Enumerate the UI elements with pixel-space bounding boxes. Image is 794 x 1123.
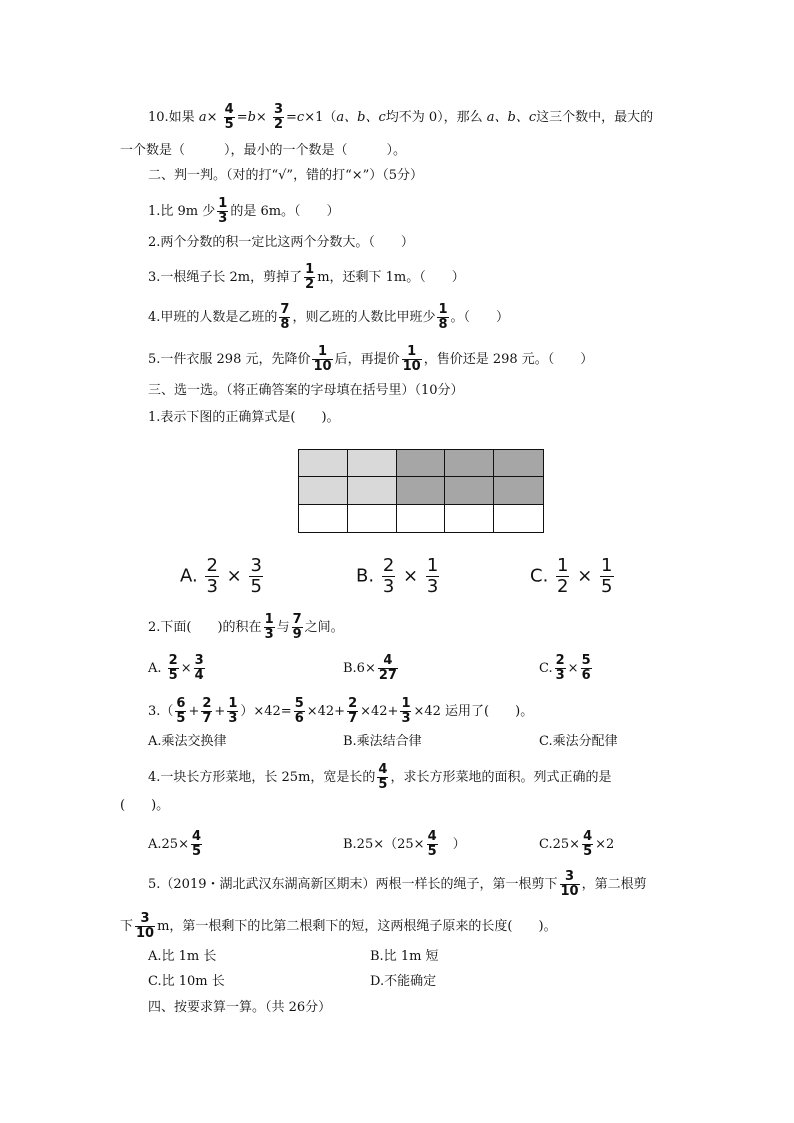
q10-text: 均不为 0），那么 xyxy=(385,110,483,125)
q3-option-c: C.乘法分配律 xyxy=(539,734,618,749)
choice-q1: 1.表示下图的正确算式是( )。 xyxy=(148,410,340,425)
q-text: 4.一块长方形菜地，长 25m，宽是长的 xyxy=(148,770,376,785)
q10-text: 这三个数中，最大的 xyxy=(536,110,654,125)
plus-sign: + xyxy=(188,704,200,719)
var-b: b xyxy=(247,110,256,125)
grid-cell xyxy=(397,505,446,532)
grid-cell xyxy=(348,450,397,477)
denominator: 5 xyxy=(378,777,388,792)
numerator: 1 xyxy=(557,555,569,576)
fraction xyxy=(264,613,275,642)
numerator: 4 xyxy=(583,829,593,844)
numerator: 3 xyxy=(250,555,262,576)
grid-cell xyxy=(348,477,397,504)
grid-cell xyxy=(494,477,543,504)
choice-q3 xyxy=(148,697,533,726)
section4-title: 四、按要求算一算。（共 26分） xyxy=(148,1000,332,1015)
fraction xyxy=(191,830,202,859)
choice-q5-line2 xyxy=(120,912,557,941)
denominator: 10 xyxy=(560,884,579,899)
q-text: ）×42= xyxy=(240,704,292,719)
numerator: 5 xyxy=(581,653,591,668)
grid-cell xyxy=(348,505,397,532)
denominator: 4 xyxy=(194,668,204,683)
times-sign: × xyxy=(567,661,579,676)
q10-text: ×1（ xyxy=(304,110,337,125)
denominator: 10 xyxy=(136,926,155,941)
q5-option-c: C.比 10m 长 xyxy=(148,974,225,989)
q10-prefix: 10.如果 xyxy=(148,110,195,125)
judge-q4 xyxy=(148,303,509,332)
denominator: 10 xyxy=(313,359,332,374)
choice-q4 xyxy=(148,763,611,792)
fraction xyxy=(377,763,388,792)
denominator: 5 xyxy=(601,576,613,597)
denominator: 3 xyxy=(401,711,411,726)
var-a: a xyxy=(198,110,207,125)
numerator: 1 xyxy=(264,612,274,627)
denominator: 6 xyxy=(581,668,591,683)
fraction xyxy=(224,103,235,132)
fraction xyxy=(294,697,305,726)
numerator: 4 xyxy=(427,829,437,844)
q1-option-a xyxy=(180,556,265,597)
option-label: A.25× xyxy=(148,837,189,852)
q-text: m，第一根剩下的比第二根剩下的短，这两根绳子原来的长度( )。 xyxy=(157,919,557,934)
numerator: 7 xyxy=(280,302,290,317)
numerator: 1 xyxy=(228,696,238,711)
q-text: 与 xyxy=(276,620,290,635)
q-text: 后，再提价 xyxy=(334,352,400,367)
numerator: 4 xyxy=(191,829,202,844)
numerator: 1 xyxy=(407,344,417,359)
numerator: 6 xyxy=(176,696,186,711)
grid-cell xyxy=(494,450,543,477)
q-text: ） xyxy=(439,837,466,852)
denominator: 7 xyxy=(348,711,358,726)
fraction xyxy=(400,697,411,726)
section2-title: 二、判一判。（对的打“√”，错的打“×”）（5分） xyxy=(148,168,424,183)
q5-option-a: A.比 1m 长 xyxy=(148,949,217,964)
q4-option-c xyxy=(539,830,614,859)
denominator: 2 xyxy=(305,277,315,292)
equals-sign: = xyxy=(236,110,248,125)
fraction-grid-figure xyxy=(298,449,544,533)
q-text: ，第二根剪 xyxy=(581,877,647,892)
q-text: 2.下面( )的积在 xyxy=(148,620,262,635)
judge-q1 xyxy=(148,197,340,226)
q-text: ×42+ xyxy=(306,704,346,719)
denominator: 5 xyxy=(191,844,202,859)
fraction xyxy=(292,613,303,642)
numerator: 1 xyxy=(426,555,439,576)
denominator: 3 xyxy=(206,576,218,597)
denominator: 3 xyxy=(555,668,565,683)
denominator: 9 xyxy=(292,627,302,642)
option-label: C. xyxy=(530,565,549,587)
q-text: ×42 运用了( )。 xyxy=(413,704,534,719)
q-text: ，求长方形菜地的面积。列式正确的是 xyxy=(390,770,612,785)
q-text: ，售价还是 298 元。（ ） xyxy=(423,352,594,367)
q10-line1 xyxy=(148,103,653,132)
denominator: 5 xyxy=(168,668,178,683)
fraction xyxy=(135,912,155,941)
fraction xyxy=(279,303,290,332)
fraction xyxy=(175,697,186,726)
option-label: C. xyxy=(539,661,553,676)
fraction xyxy=(560,870,580,899)
plus-sign: + xyxy=(214,704,226,719)
q10-line2: 一个数是（ ），最小的一个数是（ ）。 xyxy=(120,143,407,158)
numerator: 1 xyxy=(305,262,315,277)
numerator: 1 xyxy=(438,302,448,317)
denominator: 2 xyxy=(557,576,569,597)
q-text: ，则乙班的人数比甲班少 xyxy=(292,310,436,325)
numerator: 1 xyxy=(601,555,613,576)
numerator: 5 xyxy=(294,696,304,711)
numerator: 2 xyxy=(382,555,395,576)
numerator: 2 xyxy=(202,696,212,711)
judge-q3 xyxy=(148,263,465,292)
fraction xyxy=(273,103,284,132)
section3-title: 三、选一选。（将正确答案的字母填在括号里）（10分） xyxy=(148,383,464,398)
fraction xyxy=(556,556,569,597)
vars-abc: a、b、c xyxy=(486,110,537,125)
fraction xyxy=(194,654,205,683)
q1-option-b xyxy=(356,556,441,597)
times-sign: × xyxy=(403,565,419,587)
option-label: A. xyxy=(148,661,162,676)
fraction xyxy=(555,654,566,683)
fraction xyxy=(600,556,613,597)
numerator: 2 xyxy=(348,696,358,711)
option-label: C.25× xyxy=(539,837,581,852)
q2-option-c xyxy=(539,654,594,683)
numerator: 2 xyxy=(168,653,178,668)
denominator: 3 xyxy=(264,627,274,642)
q-text: 1.比 9m 少 xyxy=(148,204,216,219)
denominator: 5 xyxy=(224,117,234,132)
option-label: B. xyxy=(356,565,375,587)
q1-option-c xyxy=(530,556,616,597)
fraction xyxy=(312,345,332,374)
fraction xyxy=(201,697,212,726)
option-label: A. xyxy=(180,565,198,587)
numerator: 1 xyxy=(318,344,328,359)
denominator: 3 xyxy=(218,211,228,226)
var-c: c xyxy=(296,110,305,125)
times-sign: × xyxy=(206,110,218,125)
numerator: 4 xyxy=(378,762,388,777)
numerator: 4 xyxy=(383,653,393,668)
q-text: m，还剩下 1m。（ ） xyxy=(317,270,465,285)
judge-q2: 2.两个分数的积一定比这两个分数大。（ ） xyxy=(148,235,414,250)
numerator: 1 xyxy=(401,696,411,711)
fraction xyxy=(582,830,593,859)
grid-cell xyxy=(299,505,348,532)
q5-option-d: D.不能确定 xyxy=(370,974,437,989)
fraction xyxy=(427,830,438,859)
option-label: B.25×（25× xyxy=(343,837,425,852)
fraction xyxy=(168,654,179,683)
q5-option-b: B.比 1m 短 xyxy=(370,949,439,964)
q4-option-a xyxy=(148,830,204,859)
q-text: 5.（2019・湖北武汉东湖高新区期末）两根一样长的绳子，第一根剪下 xyxy=(148,877,558,892)
fraction xyxy=(581,654,592,683)
q-text: 下 xyxy=(120,919,134,934)
numerator: 1 xyxy=(218,196,228,211)
numerator: 3 xyxy=(273,102,284,117)
fraction xyxy=(402,345,422,374)
grid-cell xyxy=(397,450,446,477)
grid-cell xyxy=(494,505,543,532)
grid-cell xyxy=(445,505,494,532)
times-sign: × xyxy=(255,110,267,125)
denominator: 10 xyxy=(402,359,421,374)
fraction xyxy=(347,697,358,726)
q-text: 之间。 xyxy=(304,620,344,635)
denominator: 6 xyxy=(294,711,304,726)
denominator: 5 xyxy=(583,844,593,859)
denominator: 27 xyxy=(378,668,397,683)
q-text: 5.一件衣服 298 元，先降价 xyxy=(148,352,311,367)
grid-cell xyxy=(299,450,348,477)
vars-abc: a、b、c xyxy=(336,110,386,125)
denominator: 3 xyxy=(382,576,395,597)
choice-q2 xyxy=(148,613,344,642)
q3-option-b: B.乘法结合律 xyxy=(343,734,422,749)
fraction xyxy=(304,263,315,292)
times-sign: × xyxy=(577,565,593,587)
q-text: ×2 xyxy=(595,837,615,852)
denominator: 5 xyxy=(250,576,262,597)
fraction xyxy=(426,556,439,597)
denominator: 7 xyxy=(202,711,212,726)
fraction xyxy=(378,654,398,683)
q4-option-b xyxy=(343,830,466,859)
numerator: 3 xyxy=(565,869,575,884)
grid-cell xyxy=(397,477,446,504)
times-sign: × xyxy=(180,661,192,676)
q-text: 3.一根绳子长 2m，剪掉了 xyxy=(148,270,303,285)
fraction xyxy=(227,697,238,726)
denominator: 5 xyxy=(176,711,186,726)
fraction xyxy=(205,556,218,597)
numerator: 3 xyxy=(140,911,150,926)
numerator: 7 xyxy=(292,612,302,627)
q-text: 。（ ） xyxy=(450,310,510,325)
times-sign: × xyxy=(226,565,242,587)
choice-q4-line2: ( )。 xyxy=(120,798,170,813)
fraction xyxy=(437,303,448,332)
judge-q5 xyxy=(148,345,593,374)
q-text: ×42+ xyxy=(360,704,399,719)
numerator: 2 xyxy=(555,653,565,668)
q-text: 3.（ xyxy=(148,704,174,719)
q-text: 4.甲班的人数是乙班的 xyxy=(148,310,278,325)
denominator: 8 xyxy=(438,317,448,332)
denominator: 5 xyxy=(427,844,437,859)
denominator: 3 xyxy=(426,576,439,597)
numerator: 4 xyxy=(224,102,234,117)
q2-option-b xyxy=(343,654,400,683)
option-label: B.6× xyxy=(343,661,376,676)
q2-option-a xyxy=(148,654,207,683)
denominator: 8 xyxy=(280,317,290,332)
numerator: 3 xyxy=(194,653,204,668)
numerator: 2 xyxy=(206,555,218,576)
equals-sign: = xyxy=(286,110,297,125)
grid-cell xyxy=(299,477,348,504)
denominator: 2 xyxy=(273,117,284,132)
fraction xyxy=(217,197,228,226)
q-text: 的是 6m。（ ） xyxy=(230,204,340,219)
denominator: 3 xyxy=(228,711,238,726)
fraction xyxy=(249,556,262,597)
q3-option-a: A.乘法交换律 xyxy=(148,734,227,749)
choice-q5 xyxy=(148,870,647,899)
grid-cell xyxy=(445,450,494,477)
grid-cell xyxy=(445,477,494,504)
fraction xyxy=(382,556,395,597)
